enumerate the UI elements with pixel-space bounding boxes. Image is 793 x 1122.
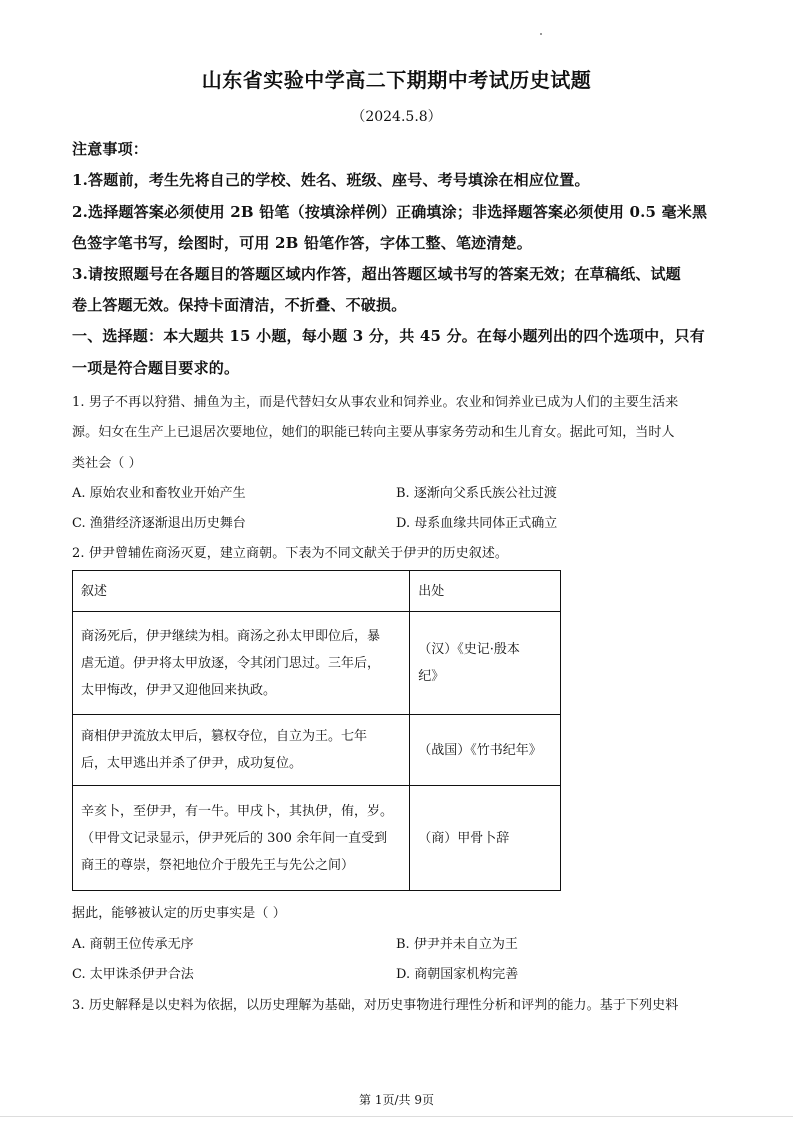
exam-date: （2024.5.8） <box>351 109 442 125</box>
table-row <box>73 715 561 786</box>
cell-line: （甲骨文记录显示，伊尹死后的 300 余年间一直受到 <box>81 830 388 846</box>
q1-stem-line-2: 源。妇女在生产上已退居次要地位，她们的职能已转向主要从事家务劳动和生儿育女。据此可知，当时人 <box>72 425 675 440</box>
q2-question: 据此，能够被认定的历史事实是（ ） <box>72 906 286 921</box>
table-cell-source <box>410 612 561 715</box>
cell-line: 辛亥卜，至伊尹，有一牛。甲戌卜，其执伊，侑，岁。 <box>81 803 394 819</box>
q1-stem-line-3: 类社会（ ） <box>72 456 142 471</box>
cell-line: 商汤死后，伊尹继续为相。商汤之孙太甲即位后，暴 <box>81 628 381 644</box>
q1-stem-line-1: 1. 男子不再以狩猎、捕鱼为主，而是代替妇女从事农业和饲养业。农业和饲养业已成为人们的主要生活来 <box>72 395 679 410</box>
cell-line: 商王的尊崇，祭祀地位介于殷先王与先公之间） <box>81 857 355 873</box>
q2-stem: 2. 伊尹曾辅佐商汤灭夏，建立商朝。下表为不同文献关于伊尹的历史叙述。 <box>72 546 509 561</box>
section-heading-line-2: 一项是符合题目要求的。 <box>72 359 240 377</box>
notice-line-4: 3.请按照题号在各题目的答题区域内作答，超出答题区域书写的答案无效；在草稿纸、试题 <box>72 265 681 283</box>
notice-line-1: 1.答题前，考生先将自己的学校、姓名、班级、座号、考号填涂在相应位置。 <box>72 171 590 189</box>
footer-divider <box>0 1116 793 1117</box>
cell-line: 虐无道。伊尹将太甲放逐，令其闭门思过。三年后， <box>81 655 381 671</box>
q1-option-a: A. 原始农业和畜牧业开始产生 <box>72 486 246 501</box>
table-cell-narrative <box>73 612 410 715</box>
table-cell-narrative <box>73 715 410 786</box>
cell-line: （商）甲骨卜辞 <box>418 830 510 846</box>
table-row <box>73 612 561 715</box>
scan-speck <box>540 33 542 35</box>
cell-line: 太甲悔改，伊尹又迎他回来执政。 <box>81 682 277 698</box>
q1-option-b: B. 逐渐向父系氏族公社过渡 <box>396 486 557 501</box>
cell-line: 商相伊尹流放太甲后，篡权夺位，自立为王。七年 <box>81 729 368 744</box>
cell-line: （汉）《史记·殷本 <box>418 642 520 657</box>
table-header-narrative: 叙述 <box>73 571 410 612</box>
section-heading-line-1: 一、选择题：本大题共 15 小题，每小题 3 分，共 45 分。在每小题列出的四个选项中，只有 <box>72 327 705 345</box>
q2-option-d: D. 商朝国家机构完善 <box>396 967 519 982</box>
cell-line: 后，太甲逃出并杀了伊尹，成功复位。 <box>81 756 303 771</box>
table-header-source: 出处 <box>410 571 561 612</box>
notice-heading: 注意事项： <box>72 140 149 158</box>
q2-option-b: B. 伊尹并未自立为王 <box>396 937 518 952</box>
notice-line-3: 色签字笔书写，绘图时，可用 2B 铅笔作答，字体工整、笔迹清楚。 <box>72 234 532 252</box>
cell-line: 纪》 <box>418 669 445 684</box>
page-title: 山东省实验中学高二下期期中考试历史试题 <box>201 68 592 92</box>
q2-option-a: A. 商朝王位传承无序 <box>72 937 194 952</box>
table-cell-source <box>410 715 561 786</box>
table-cell-narrative <box>73 786 410 891</box>
q2-option-c: C. 太甲诛杀伊尹合法 <box>72 967 194 982</box>
q3-stem: 3. 历史解释是以史料为依据，以历史理解为基础，对历史事物进行理性分析和评判的能力。基于下列史料 <box>72 998 679 1013</box>
page-number: 第 1页/共 9页 <box>359 1093 434 1107</box>
q2-source-table <box>72 570 561 891</box>
cell-line: （战国）《竹书纪年》 <box>418 742 542 758</box>
notice-line-5: 卷上答题无效。保持卡面清洁，不折叠、不破损。 <box>72 296 407 314</box>
q1-option-d: D. 母系血缘共同体正式确立 <box>396 516 558 531</box>
table-row <box>73 786 561 891</box>
q1-option-c: C. 渔猎经济逐渐退出历史舞台 <box>72 516 246 531</box>
notice-line-2: 2.选择题答案必须使用 2B 铅笔（按填涂样例）正确填涂；非选择题答案必须使用 0.5 毫米黑 <box>72 203 708 221</box>
table-cell-source <box>410 786 561 891</box>
table-header-row <box>73 571 561 612</box>
